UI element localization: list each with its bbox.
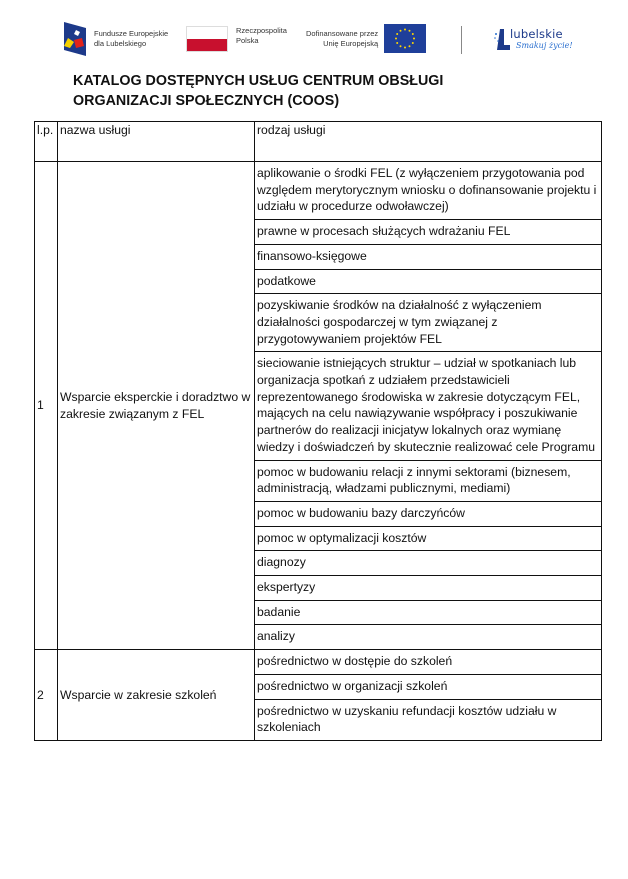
service-type: badanie bbox=[255, 600, 602, 625]
fundusze-europejskie-logo bbox=[62, 20, 168, 58]
row-number: 1 bbox=[35, 162, 58, 650]
table-row bbox=[35, 162, 602, 220]
page-title bbox=[73, 71, 443, 111]
lubelskie-slogan: Smakuj życie! bbox=[516, 41, 573, 50]
table-row bbox=[35, 650, 602, 675]
row-number: 2 bbox=[35, 650, 58, 741]
column-header-name: nazwa usługi bbox=[58, 122, 255, 162]
service-type: pomoc w budowaniu relacji z innymi sektorami (biznesem, administracją, władzami publicznymi, mediami) bbox=[255, 460, 602, 501]
rp-line2: Polska bbox=[236, 36, 259, 45]
service-type: sieciowanie istniejących struktur – udział w spotkaniach lub organizacja spotkań z udziałem przedstawicieli reprezentowanego środowiska w zakresie dotyczącym FEL, mających na celu nawiązywanie współpracy i poszukiwanie partnerów do realizacji inicjatyw lokalnych oraz wymianę wiedzy i doświadczeń by skutecznie realizować cele Programu bbox=[255, 352, 602, 460]
service-type: pośrednictwo w dostępie do szkoleń bbox=[255, 650, 602, 675]
fundusze-line2: dla Lubelskiego bbox=[94, 39, 147, 48]
logo-separator bbox=[461, 26, 462, 54]
service-type: podatkowe bbox=[255, 269, 602, 294]
fundusze-europejskie-icon bbox=[62, 20, 88, 58]
service-name: Wsparcie w zakresie szkoleń bbox=[58, 650, 255, 741]
service-type: analizy bbox=[255, 625, 602, 650]
table-header-row bbox=[35, 122, 602, 162]
service-name: Wsparcie eksperckie i doradztwo w zakresie związanym z FEL bbox=[58, 162, 255, 650]
title-line1: KATALOG DOSTĘPNYCH USŁUG CENTRUM OBSŁUGI bbox=[73, 73, 444, 89]
logo-bar bbox=[62, 20, 592, 58]
eu-flag-icon bbox=[384, 24, 426, 53]
service-type: diagnozy bbox=[255, 551, 602, 576]
eu-line2: Unię Europejską bbox=[323, 38, 379, 48]
title-line2: ORGANIZACJI SPOŁECZNYCH (COOS) bbox=[73, 93, 340, 109]
lubelskie-logo bbox=[488, 26, 588, 56]
service-type: pozyskiwanie środków na działalność z wyłączeniem działalności gospodarczej w tym związanej z przygotowywaniem projektów FEL bbox=[255, 294, 602, 352]
service-type: aplikowanie o środki FEL (z wyłączeniem przygotowania pod względem merytorycznym wniosku o dofinansowanie projektu i udziału w procedurze odwoławczej) bbox=[255, 162, 602, 220]
column-header-lp: l.p. bbox=[35, 122, 58, 162]
fundusze-line1: Fundusze Europejskie bbox=[94, 29, 169, 38]
service-type: prawne w procesach służących wdrażaniu FEL bbox=[255, 220, 602, 245]
service-type: pomoc w optymalizacji kosztów bbox=[255, 526, 602, 551]
eu-logo bbox=[306, 24, 426, 53]
service-type: pośrednictwo w uzyskaniu refundacji kosztów udziału w szkoleniach bbox=[255, 699, 602, 740]
service-type: pośrednictwo w organizacji szkoleń bbox=[255, 674, 602, 699]
eu-line1: Dofinansowane przez bbox=[306, 28, 379, 38]
service-type: pomoc w budowaniu bazy darczyńców bbox=[255, 501, 602, 526]
polish-flag-icon bbox=[186, 26, 228, 52]
services-catalog-table bbox=[34, 121, 602, 741]
lubelskie-name: lubelskie bbox=[510, 27, 563, 41]
rp-line1: Rzeczpospolita bbox=[236, 26, 287, 35]
service-type: finansowo-księgowe bbox=[255, 244, 602, 269]
lubelskie-l-icon bbox=[494, 28, 508, 50]
service-type: ekspertyzy bbox=[255, 576, 602, 601]
rzeczpospolita-logo bbox=[186, 26, 287, 52]
column-header-type: rodzaj usługi bbox=[255, 122, 602, 162]
